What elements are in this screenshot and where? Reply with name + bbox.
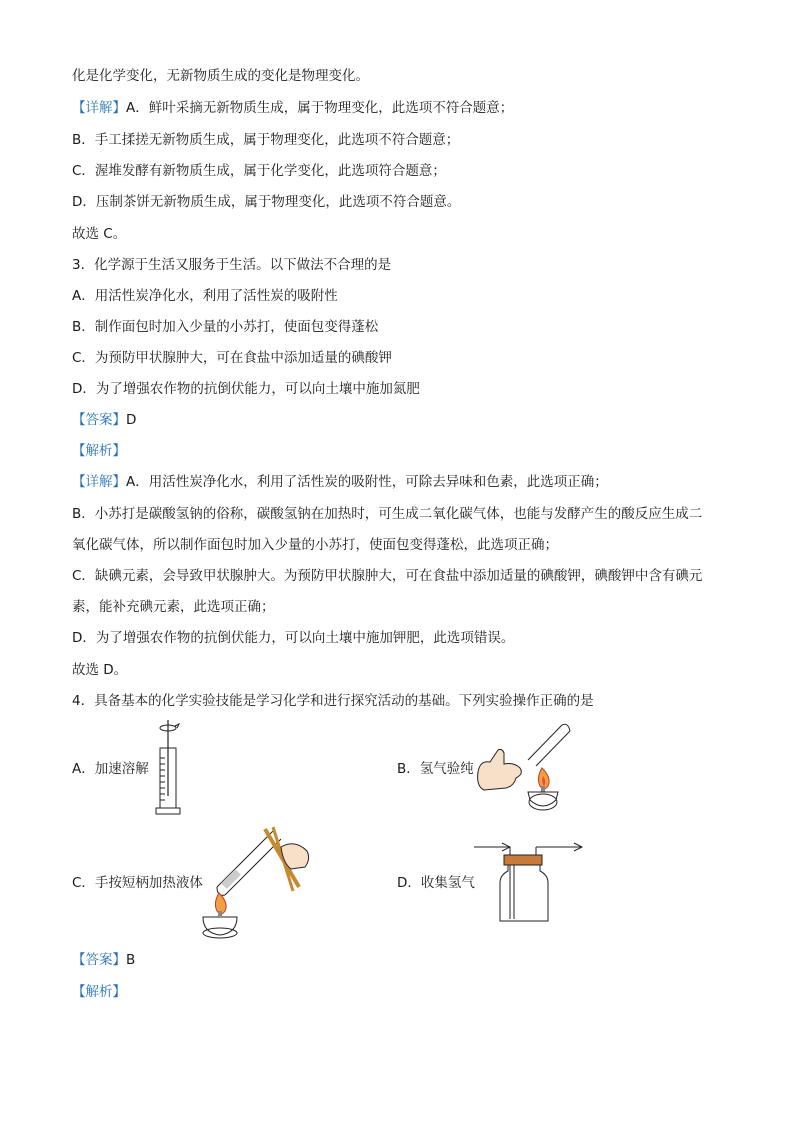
text-line-3: B．手工揉搓无新物质生成，属于物理变化，此选项不符合题意； [72,132,460,148]
q4-option-a-label: A．加速溶解 [72,761,149,777]
q3-answer: 【答案】D [72,412,137,428]
q3-detail-d: D．为了增强农作物的抗倒伏能力，可以向土壤中施加钾肥，此选项错误。 [72,630,515,646]
text-line-6: 故选 C。 [72,226,127,242]
q3-option-c: C．为预防甲状腺肿大，可在食盐中添加适量的碘酸钾 [72,350,392,366]
answer-tag: 【答案】 [72,952,126,968]
q4-analysis-tag [72,982,126,1002]
text-line-4: C．渥堆发酵有新物质生成，属于化学变化，此选项符合题意； [72,163,446,179]
text-line-2: 【详解】A．鲜叶采摘无新物质生成，属于物理变化，此选项不符合题意； [72,100,514,116]
q3-detail-b-1: B．小苏打是碳酸氢钠的俗称，碳酸氢钠在加热时，可生成二氧化碳气体，也能与发酵产生的酸反应生成二 [72,506,703,522]
q3-detail-c-2: 素，能补充碘元素，此选项正确； [72,599,275,615]
q4-answer: 【答案】B [72,952,136,968]
q4-option-b-label: B．氢气验纯 [397,761,474,777]
q3-analysis-tag [72,441,126,461]
graduated-cylinder-figure [148,718,188,818]
q3-conclusion: 故选 D。 [72,662,128,678]
analysis-tag: 【解析】 [72,443,126,459]
detail-tag: 【详解】 [72,474,126,490]
question-4-stem: 4．具备基本的化学实验技能是学习化学和进行探究活动的基础。下列实验操作正确的是 [72,693,594,709]
text-line-1: 化是化学变化，无新物质生成的变化是物理变化。 [72,68,369,84]
q3-option-d: D．为了增强农作物的抗倒伏能力，可以向土壤中施加氮肥 [72,381,420,397]
answer-tag: 【答案】 [72,412,126,428]
q4-option-c-label: C．手按短柄加热液体 [72,875,203,891]
q4-option-d-label: D．收集氢气 [397,875,475,891]
analysis-tag: 【解析】 [72,984,126,1000]
text-line-5: D．压制茶饼无新物质生成，属于物理变化，此选项不符合题意。 [72,194,461,210]
q3-detail-a: 【详解】A．用活性炭净化水，利用了活性炭的吸附性，可除去异味和色素，此选项正确； [72,474,608,490]
gas-collection-bottle-figure [472,835,592,925]
hydrogen-purity-test-figure [470,720,580,820]
heating-liquid-figure [195,825,315,940]
q3-option-b: B．制作面包时加入少量的小苏打，使面包变得蓬松 [72,319,379,335]
q3-detail-b-2: 氧化碳气体，所以制作面包时加入少量的小苏打，使面包变得蓬松，此选项正确； [72,537,558,553]
question-3-stem: 3．化学源于生活又服务于生活。以下做法不合理的是 [72,257,392,273]
q3-option-a: A．用活性炭净化水，利用了活性炭的吸附性 [72,288,338,304]
detail-tag: 【详解】 [72,100,126,116]
q3-detail-c-1: C．缺碘元素，会导致甲状腺肿大。为预防甲状腺肿大，可在食盐中添加适量的碘酸钾，碘酸钾中含有碘元 [72,568,703,584]
